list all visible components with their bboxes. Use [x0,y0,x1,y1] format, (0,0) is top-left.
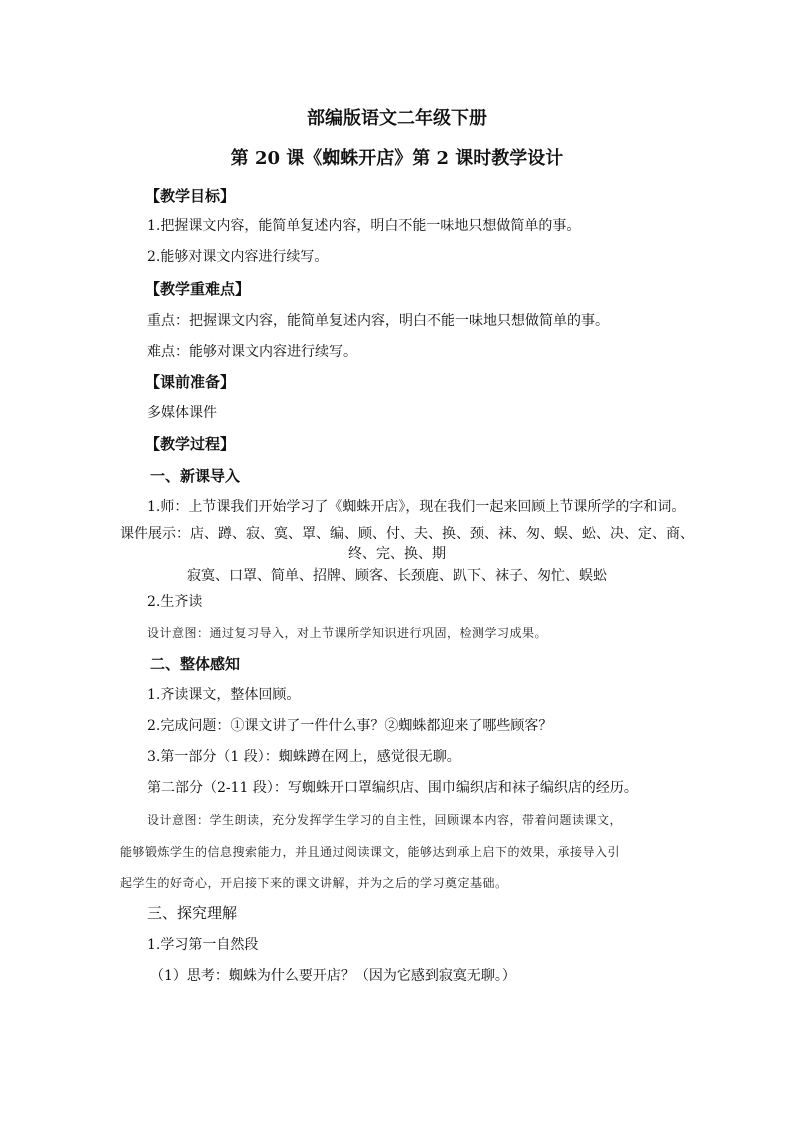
section-1-step-1: 1.师：上节课我们开始学习了《蜘蛛开店》，现在我们一起来回顾上节课所学的字和词。 [147,499,686,515]
key-point: 重点：把握课文内容，能简单复述内容，明白不能一味地只想做简单的事。 [147,313,609,329]
design-note-1: 设计意图：通过复习导入，对上节课所学知识进行巩固，检测学习成果。 [147,626,548,640]
document-title: 部编版语文二年级下册 [307,108,487,129]
courseware-line-1: 课件展示：店、蹲、寂、寞、罩、编、顾、付、夫、换、颈、袜、匆、蜈、蚣、决、定、商、 [120,526,694,542]
preparation-content: 多媒体课件 [147,405,217,421]
section-2-step-4: 第二部分（2-11 段）：写蜘蛛开口罩编织店、围巾编织店和袜子编织店的经历。 [147,780,638,796]
courseware-line-2: 终、完、换、期 [348,546,446,562]
section-2-step-2: 2.完成问题：①课文讲了一件什么事？②蜘蛛都迎来了哪些顾客？ [147,718,553,734]
section-1-heading: 一、新课导入 [150,467,241,485]
document-subtitle: 第 20 课《蜘蛛开店》第 2 课时教学设计 [230,148,564,169]
section-2-heading: 二、整体感知 [150,655,241,673]
section-3-question-1: （1）思考：蜘蛛为什么要开店？（因为它感到寂寞无聊。） [150,968,516,984]
difficult-point: 难点：能够对课文内容进行续写。 [147,344,357,360]
design-note-2-line-1: 设计意图：学生朗读，充分发挥学生学习的自主性，回顾课本内容，带着问题读课文， [147,813,623,827]
goal-item-2: 2.能够对课文内容进行续写。 [147,249,329,265]
design-note-2-line-2: 能够锻炼学生的信息搜索能力，并且通过阅读课文，能够达到承上启下的效果，承接导入引 [120,845,621,859]
key-points-heading: 【教学重难点】 [145,280,251,298]
preparation-heading: 【课前准备】 [145,373,236,391]
process-heading: 【教学过程】 [145,435,236,453]
section-2-step-3: 3.第一部分（1 段）：蜘蛛蹲在网上，感觉很无聊。 [147,749,461,765]
design-note-2-line-3: 起学生的好奇心，开启接下来的课文讲解，并为之后的学习奠定基础。 [120,876,508,890]
section-1-step-2: 2.生齐读 [147,594,203,610]
section-2-step-1: 1.齐读课文，整体回顾。 [147,687,301,703]
goals-heading: 【教学目标】 [145,187,236,205]
goal-item-1: 1.把握课文内容，能简单复述内容，明白不能一味地只想做简单的事。 [147,218,581,234]
section-3-heading: 三、探究理解 [147,904,238,922]
section-3-step-1: 1.学习第一自然段 [147,937,259,953]
courseware-words: 寂寞、口罩、简单、招牌、顾客、长颈鹿、趴下、袜子、匆忙、蜈蚣 [187,568,607,584]
